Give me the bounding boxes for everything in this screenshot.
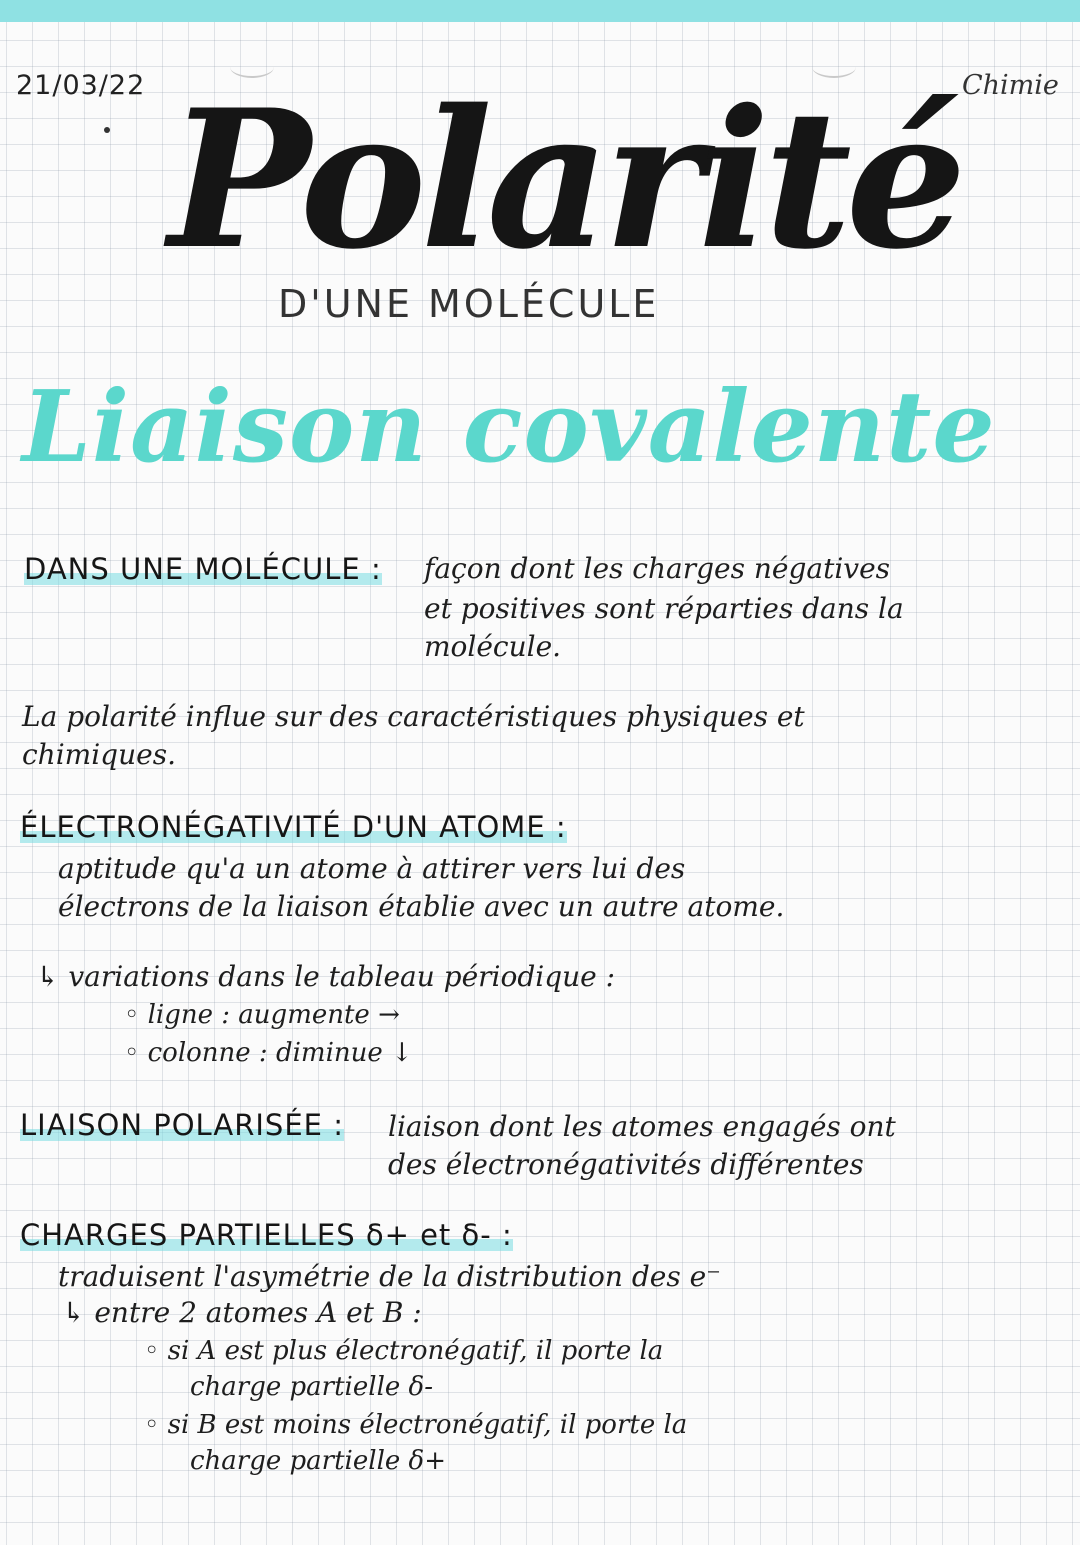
partial-charge-item-a-continued: charge partielle δ- — [190, 1372, 433, 1402]
polarized-bond-label-text: LIAISON POLARISÉE : — [20, 1108, 344, 1142]
partial-charge-item-b — [144, 1410, 687, 1440]
electronegativity-line-2: électrons de la liaison établie avec un autre atome. — [58, 890, 785, 923]
partial-charges-line-2: ↳ entre 2 atomes A et B : — [62, 1296, 422, 1329]
polarized-bond-line-2: des électronégativités différentes — [388, 1148, 864, 1181]
molecule-label-text: DANS UNE MOLÉCULE : — [24, 552, 382, 586]
page-title: Polarité — [168, 68, 961, 291]
variation-item-row-text: ligne : augmente → — [147, 1000, 400, 1030]
molecule-definition-label — [24, 552, 382, 586]
electronegativity-label-text: ÉLECTRONÉGATIVITÉ D'UN ATOME : — [20, 810, 567, 844]
polarity-note-line-2: chimiques. — [22, 738, 176, 771]
note-date: 21/03/22 — [16, 70, 146, 101]
molecule-definition-line-2: et positives sont réparties dans la — [424, 592, 904, 625]
variation-item-column — [124, 1038, 413, 1068]
bullet-icon: ◦ — [144, 1336, 168, 1366]
polarized-bond-line-1: liaison dont les atomes engagés ont — [388, 1110, 896, 1143]
electronegativity-label — [20, 810, 567, 844]
top-color-band — [0, 0, 1080, 22]
bullet-icon: ◦ — [124, 1038, 148, 1068]
partial-charges-label — [20, 1218, 513, 1252]
polarized-bond-label — [20, 1108, 344, 1142]
bullet-icon: ◦ — [124, 1000, 148, 1030]
partial-charge-item-a — [144, 1336, 663, 1366]
partial-charges-label-text: CHARGES PARTIELLES δ+ et δ- : — [20, 1218, 513, 1252]
page-subtitle: D'UNE MOLÉCULE — [278, 282, 660, 326]
partial-charge-item-b-text: si B est moins électronégatif, il porte la — [167, 1410, 688, 1440]
bullet-icon: ◦ — [144, 1410, 168, 1440]
molecule-definition-line-1: façon dont les charges négatives — [424, 552, 891, 585]
subject-label: Chimie — [962, 70, 1059, 101]
variation-item-column-text: colonne : diminue ↓ — [147, 1038, 413, 1068]
partial-charge-item-a-text: si A est plus électronégatif, il porte la — [167, 1336, 664, 1366]
section-title: Liaison covalente — [22, 370, 996, 485]
partial-charges-line-1: traduisent l'asymétrie de la distribution des e⁻ — [58, 1260, 721, 1293]
variation-item-row — [124, 1000, 400, 1030]
partial-charge-item-b-continued: charge partielle δ+ — [190, 1446, 446, 1476]
molecule-definition-line-3: molécule. — [424, 630, 562, 663]
polarity-note-line-1: La polarité influe sur des caractéristiques physiques et — [22, 700, 805, 733]
electronegativity-line-1: aptitude qu'a un atome à attirer vers lui des — [58, 852, 686, 885]
variations-intro: ↳ variations dans le tableau périodique : — [36, 960, 616, 993]
ink-dot — [104, 127, 110, 133]
